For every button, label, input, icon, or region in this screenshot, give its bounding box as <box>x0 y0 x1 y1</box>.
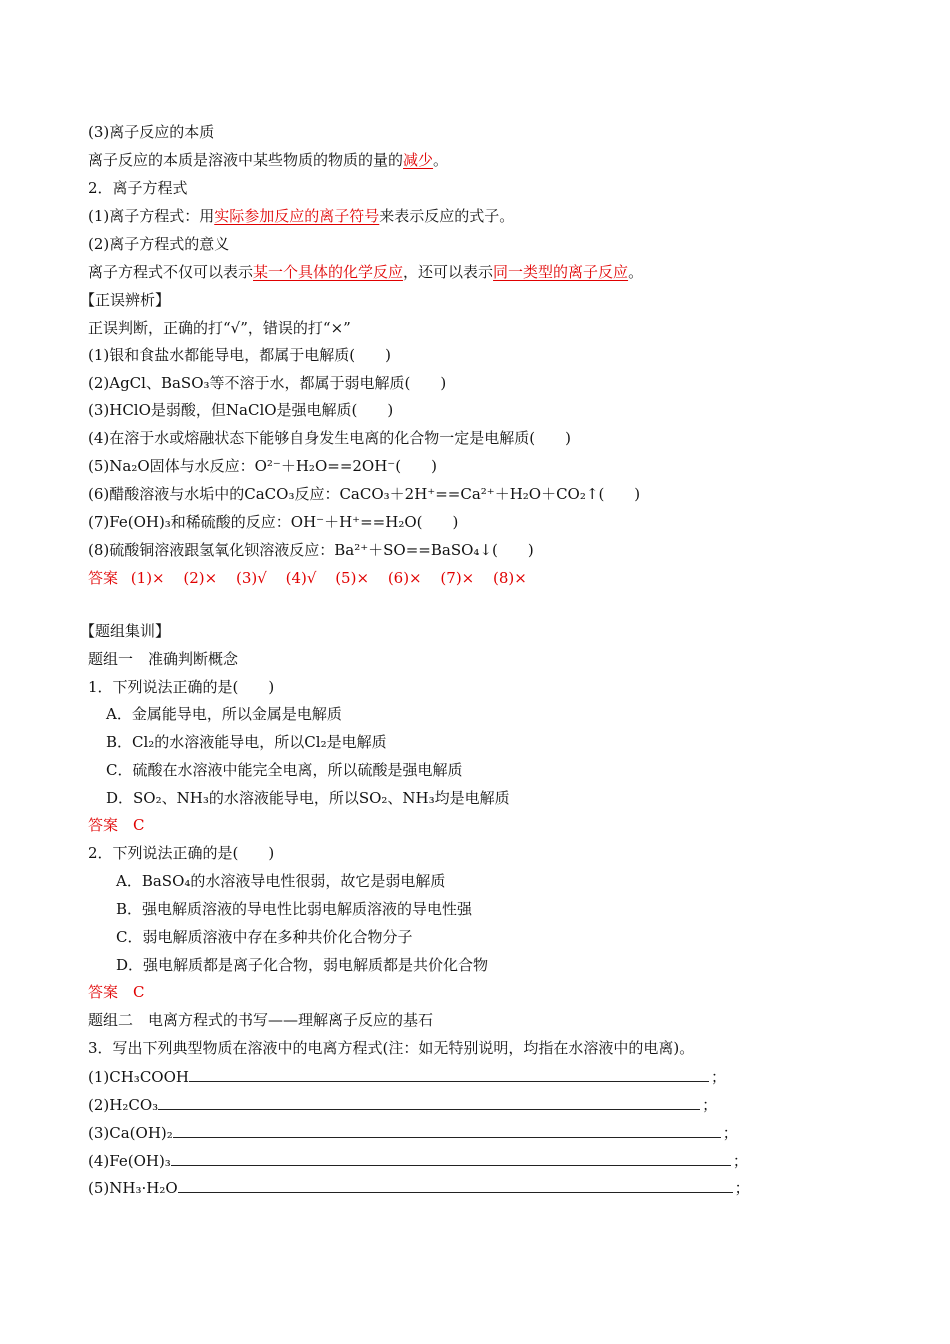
essence-text <box>88 150 448 170</box>
definition-pre: (1)离子方程式：用 <box>88 207 215 225</box>
q3-item-4 <box>88 1150 748 1170</box>
q2-option-c: C．弱电解质溶液中存在多种共价化合物分子 <box>116 928 413 946</box>
equation-heading: 2．离子方程式 <box>88 179 188 197</box>
essence-post: 。 <box>433 151 449 169</box>
answer-6: (6)× <box>387 569 422 587</box>
answer-4: (4)√ <box>285 569 317 587</box>
q1-stem: 1．下列说法正确的是( ) <box>88 678 275 696</box>
q3-item-1 <box>88 1066 726 1086</box>
correction-item-8: (8)硫酸铜溶液跟氢氧化钡溶液反应：Ba²⁺＋SO==BaSO₄↓( ) <box>88 541 534 559</box>
q2-option-a: A．BaSO₄的水溶液导电性很弱，故它是弱电解质 <box>116 872 446 890</box>
definition-post: 来表示反应的式子。 <box>379 207 515 225</box>
q3-item-5-label: (5)NH₃·H₂O <box>88 1179 178 1197</box>
essence-heading: (3)离子反应的本质 <box>88 123 215 141</box>
q3-item-2-label: (2)H₂CO₃ <box>88 1096 159 1114</box>
q3-item-3 <box>88 1122 738 1142</box>
q1-option-a: A．金属能导电，所以金属是电解质 <box>106 705 342 723</box>
q2-option-d: D．强电解质都是离子化合物，弱电解质都是共价化合物 <box>116 956 489 974</box>
meaning-text <box>88 262 643 282</box>
answer-5: (5)× <box>335 569 370 587</box>
essence-pre: 离子反应的本质是溶液中某些物质的物质的量的 <box>88 151 404 169</box>
q2-stem: 2．下列说法正确的是( ) <box>88 844 275 862</box>
q1-option-c: C．硫酸在水溶液中能完全电离，所以硫酸是强电解质 <box>106 761 463 779</box>
group1-title: 题组一 准确判断概念 <box>88 650 239 668</box>
correction-item-3: (3)HClO是弱酸，但NaClO是强电解质( ) <box>88 401 394 419</box>
q3-item-5 <box>88 1177 750 1197</box>
end-mark: ； <box>722 1124 738 1142</box>
correction-heading: 【正误辨析】 <box>80 291 171 309</box>
meaning-heading: (2)离子方程式的意义 <box>88 235 230 253</box>
answer-blank[interactable] <box>171 1150 731 1166</box>
correction-item-7: (7)Fe(OH)₃和稀硫酸的反应：OH⁻＋H⁺==H₂O( ) <box>88 513 459 531</box>
correction-instruction: 正误判断，正确的打“√”，错误的打“×” <box>88 319 351 337</box>
answer-blank[interactable] <box>158 1094 700 1110</box>
correction-item-2: (2)AgCl、BaSO₃等不溶于水，都属于弱电解质( ) <box>88 374 447 392</box>
meaning-keyword-2: 同一类型的离子反应 <box>493 263 629 281</box>
practice-heading: 【题组集训】 <box>80 622 171 640</box>
answer-blank[interactable] <box>178 1177 733 1193</box>
answer-8: (8)× <box>493 569 527 587</box>
end-mark: ； <box>702 1096 718 1114</box>
correction-item-4: (4)在溶于水或熔融状态下能够自身发生电离的化合物一定是电解质( ) <box>88 429 571 447</box>
q1-option-b: B．Cl₂的水溶液能导电，所以Cl₂是电解质 <box>106 733 387 751</box>
q3-item-2 <box>88 1094 717 1114</box>
group2-title: 题组二 电离方程式的书写——理解离子反应的基石 <box>88 1011 434 1029</box>
essence-keyword: 减少 <box>403 151 434 169</box>
end-mark: ； <box>710 1068 726 1086</box>
meaning-pre: 离子方程式不仅可以表示 <box>88 263 254 281</box>
answer-3: (3)√ <box>236 569 267 587</box>
definition-keyword: 实际参加反应的离子符号 <box>214 207 380 225</box>
q2-option-b: B．强电解质溶液的导电性比弱电解质溶液的导电性强 <box>116 900 473 918</box>
correction-item-5: (5)Na₂O固体与水反应：O²⁻＋H₂O==2OH⁻( ) <box>88 457 437 475</box>
answer-7: (7)× <box>440 569 475 587</box>
meaning-mid: ，还可以表示 <box>403 263 494 281</box>
correction-item-1: (1)银和食盐水都能导电，都属于电解质( ) <box>88 346 391 364</box>
equation-definition <box>88 206 514 226</box>
correction-item-6: (6)醋酸溶液与水垢中的CaCO₃反应：CaCO₃＋2H⁺==Ca²⁺＋H₂O＋CO₂↑( ) <box>88 485 641 503</box>
answer-blank[interactable] <box>173 1122 721 1138</box>
q1-answer: 答案 C <box>88 816 145 834</box>
q3-stem: 3．写出下列典型物质在溶液中的电离方程式(注：如无特别说明，均指在水溶液中的电离)。 <box>88 1039 695 1057</box>
meaning-post: 。 <box>628 263 644 281</box>
correction-answers <box>88 568 541 588</box>
q2-answer: 答案 C <box>88 983 145 1001</box>
answer-2: (2)× <box>183 569 218 587</box>
q3-item-1-label: (1)CH₃COOH <box>88 1068 189 1086</box>
end-mark: ； <box>732 1152 748 1170</box>
answer-blank[interactable] <box>189 1066 709 1082</box>
answer-1: (1)× <box>130 569 165 587</box>
answer-label: 答案 <box>88 569 119 587</box>
meaning-keyword-1: 某一个具体的化学反应 <box>253 263 404 281</box>
q1-option-d: D．SO₂、NH₃的水溶液能导电，所以SO₂、NH₃均是电解质 <box>106 789 510 807</box>
end-mark: ； <box>734 1179 750 1197</box>
q3-item-3-label: (3)Ca(OH)₂ <box>88 1124 173 1142</box>
q3-item-4-label: (4)Fe(OH)₃ <box>88 1152 171 1170</box>
